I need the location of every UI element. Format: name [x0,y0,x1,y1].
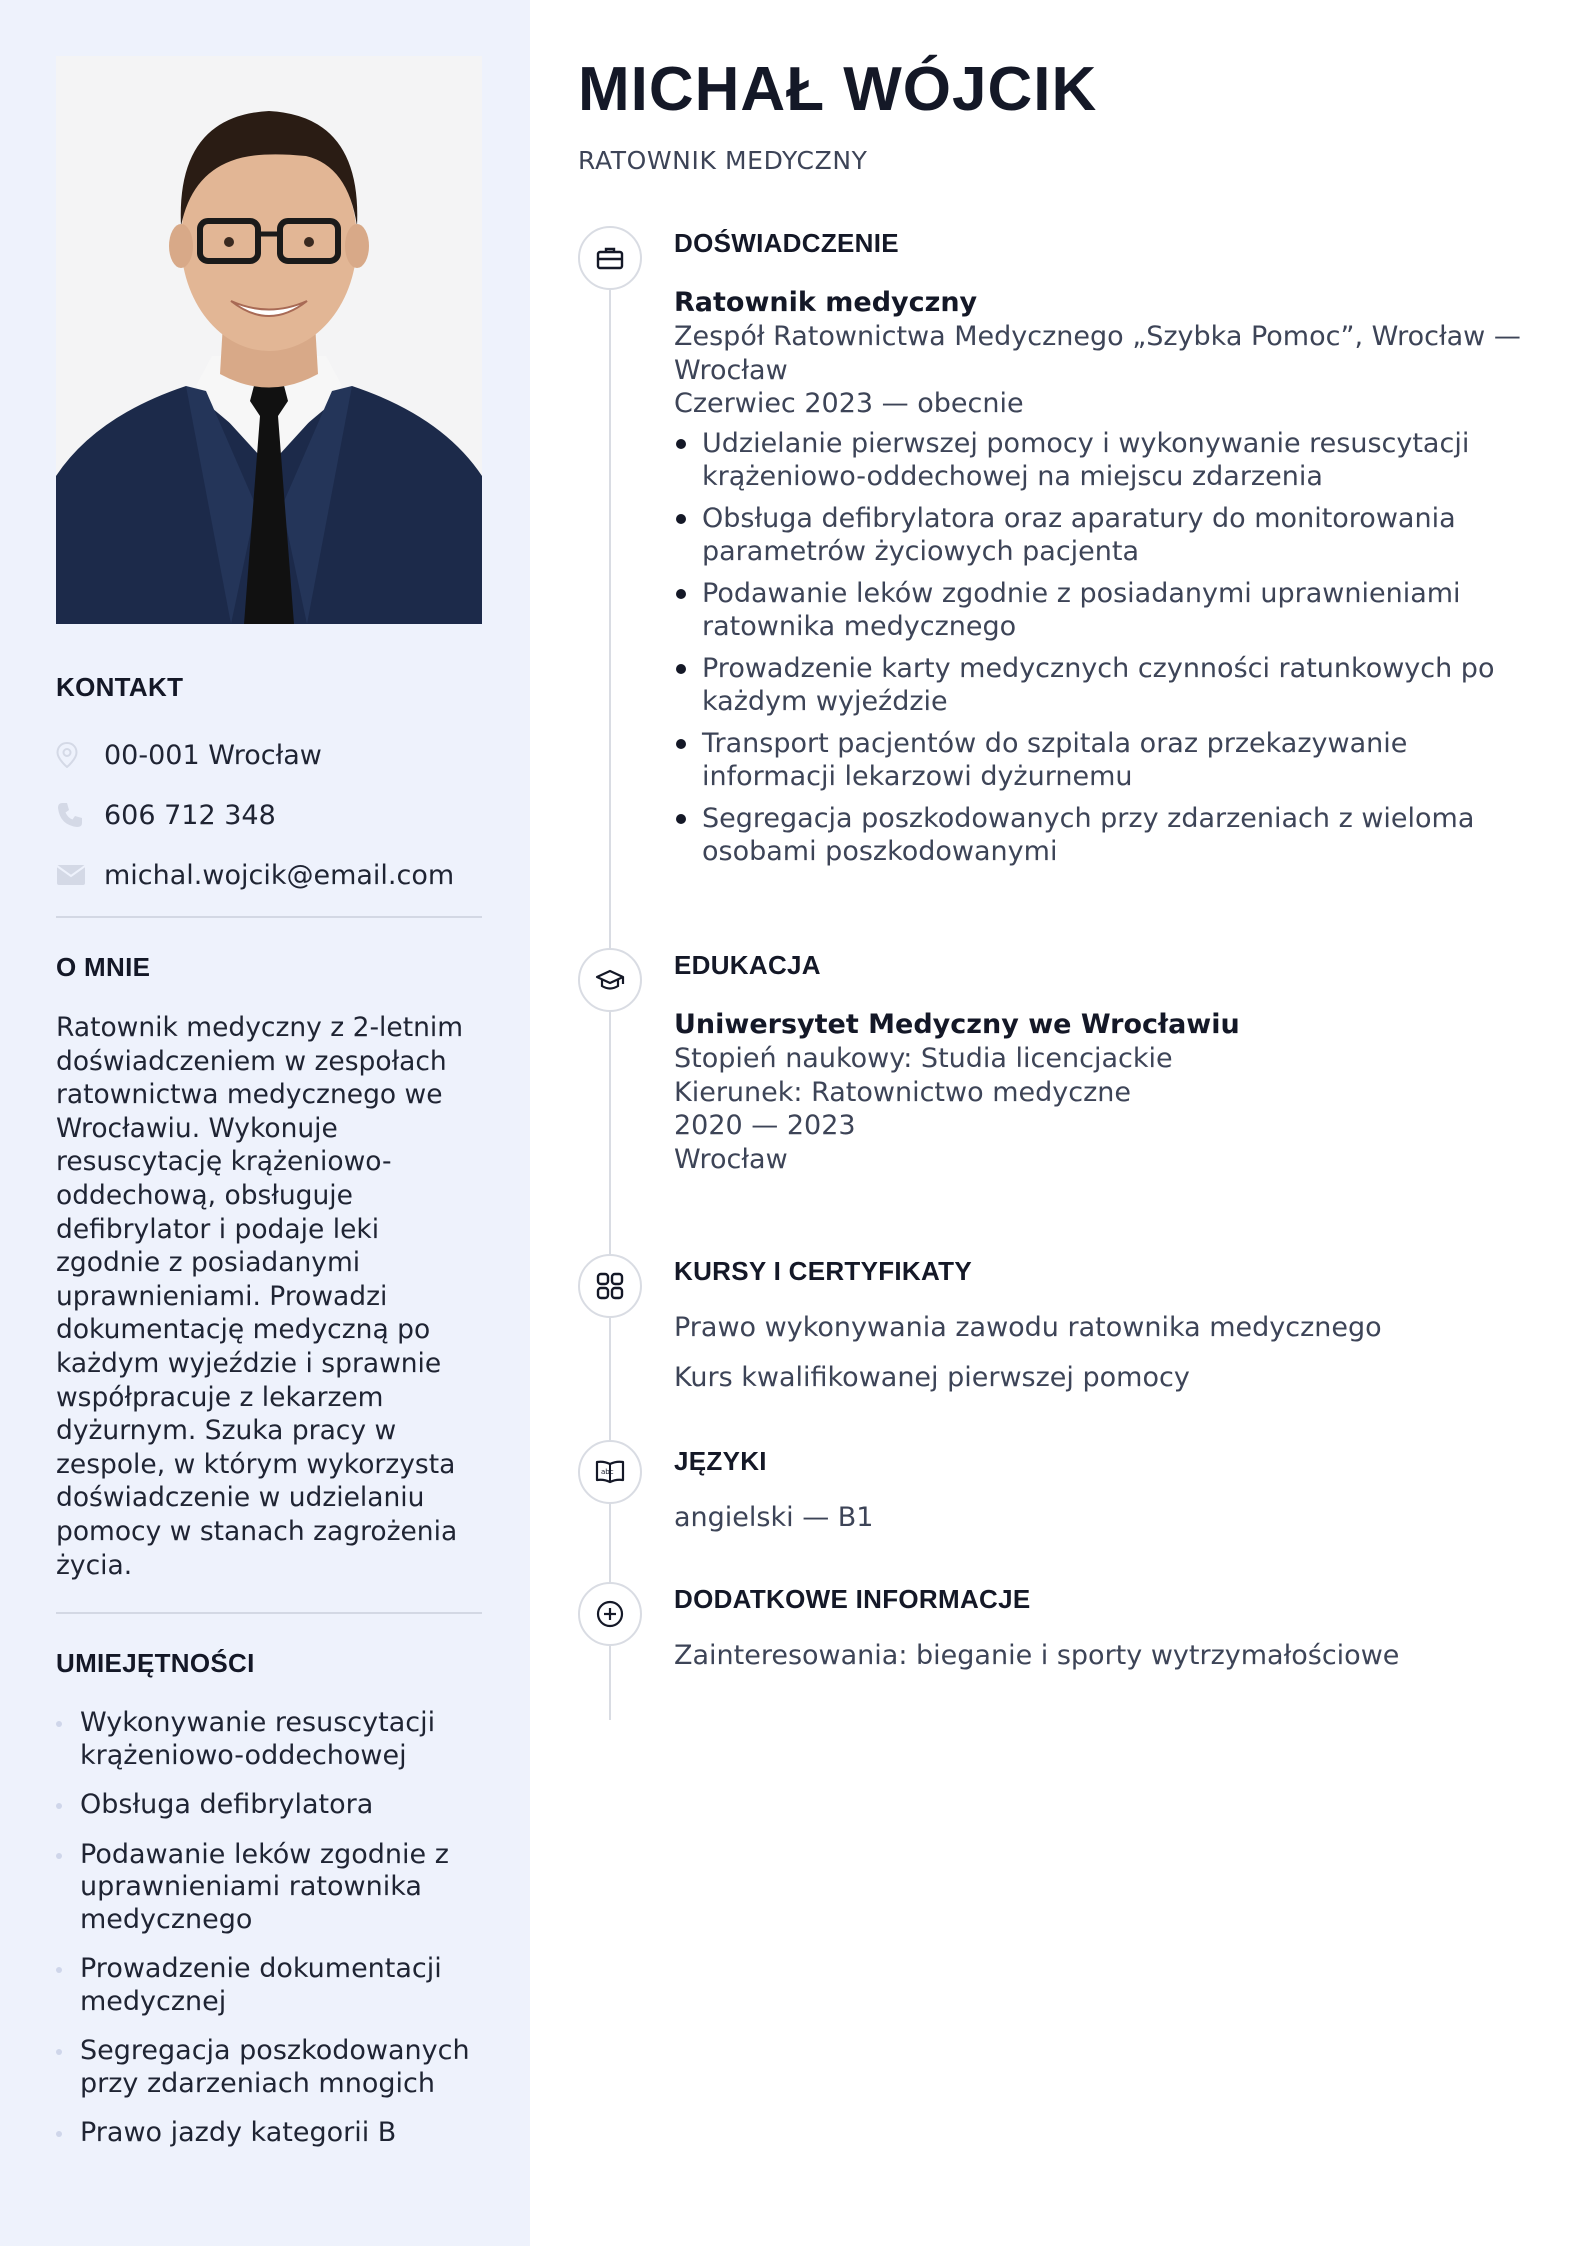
languages-heading: JĘZYKI [674,1446,767,1476]
courses-heading: KURSY I CERTYFIKATY [674,1256,972,1286]
plus-circle-icon [578,1582,642,1646]
additional-heading: DODATKOWE INFORMACJE [674,1584,1031,1614]
skill-item: Prowadzenie dokumentacji medycznej [56,1953,482,2018]
contact-address-text: 00-001 Wrocław [104,739,322,771]
duty-item: Podawanie leków zgodnie z posiadanymi uprawnieniami ratownika medycznego [674,577,1534,644]
profile-photo [56,56,482,624]
contact-phone[interactable] [56,785,482,845]
job-duties-list [674,427,1534,869]
courses-section [674,1256,1534,1395]
phone-icon [56,801,104,829]
about-section [56,952,482,1582]
skill-item: Wykonywanie resuscytacji krążeniowo-oddechowej [56,1707,482,1772]
duty-item: Segregacja poszkodowanych przy zdarzeniach z wieloma osobami poszkodowanymi [674,802,1534,869]
svg-text:abc: abc [601,1468,614,1476]
contact-heading: KONTAKT [56,672,184,702]
experience-section [674,228,1534,877]
sidebar-divider [56,1612,482,1614]
skill-item: Segregacja poszkodowanych przy zdarzeniach mnogich [56,2035,482,2100]
skills-list [56,1707,482,2150]
location-pin-icon [56,742,104,768]
sidebar-divider [56,916,482,918]
candidate-role: RATOWNIK MEDYCZNY [578,146,868,175]
job-title: Ratownik medyczny [674,287,978,318]
skills-section [56,1648,482,2167]
course-item: Prawo wykonywania zawodu ratownika medycznego [674,1312,1382,1343]
contact-email[interactable] [56,845,482,905]
additional-text: Zainteresowania: bieganie i sporty wytrzymałościowe [674,1640,1400,1671]
duty-item: Prowadzenie karty medycznych czynności ratunkowych po każdym wyjeździe [674,652,1534,719]
skills-heading: UMIEJĘTNOŚCI [56,1648,255,1678]
education-field: Kierunek: Ratownictwo medyczne [674,1076,1131,1108]
skill-item: Prawo jazdy kategorii B [56,2117,482,2150]
grid-icon [578,1254,642,1318]
education-period: 2020 — 2023 [674,1110,856,1141]
book-icon [578,1440,642,1504]
language-item: angielski — B1 [674,1502,874,1533]
duty-item: Udzielanie pierwszej pomocy i wykonywanie resuscytacji krążeniowo-oddechowej na miejscu zdarzenia [674,427,1534,494]
sidebar [0,0,530,2246]
additional-section [674,1584,1534,1673]
education-section [674,950,1534,1176]
contact-email-text: michal.wojcik@email.com [104,859,455,891]
skill-item: Podawanie leków zgodnie z uprawnieniami ratownika medycznego [56,1839,482,1937]
experience-heading: DOŚWIADCZENIE [674,228,899,258]
education-degree: Stopień naukowy: Studia licencjackie [674,1043,1173,1074]
briefcase-icon [578,226,642,290]
job-period: Czerwiec 2023 — obecnie [674,388,1024,419]
graduation-cap-icon [578,948,642,1012]
envelope-icon [56,864,104,886]
duty-item: Obsługa defibrylatora oraz aparatury do monitorowania parametrów życiowych pacjenta [674,502,1534,569]
languages-section [674,1446,1534,1535]
education-city: Wrocław [674,1143,788,1175]
education-heading: EDUKACJA [674,950,821,980]
school-name: Uniwersytet Medyczny we Wrocławiu [674,1009,1240,1040]
about-heading: O MNIE [56,952,151,982]
candidate-name: MICHAŁ WÓJCIK [578,55,1098,124]
contact-address [56,725,482,785]
course-item: Kurs kwalifikowanej pierwszej pomocy [674,1362,1190,1393]
skill-item: Obsługa defibrylatora [56,1789,482,1822]
job-company: Zespół Ratownictwa Medycznego „Szybka Pomoc”, Wrocław — Wrocław [674,321,1521,386]
about-text: Ratownik medyczny z 2-letnim doświadczeniem w zespołach ratownictwa medycznego we Wrocławiu. Wykonuje resuscytację krążeniowo-oddechową, obsługuje defibrylator i podaje leki zgodnie z posiadanymi uprawnieniami. Prowadzi dokumentację medyczną po każdym wyjeździe i sprawnie współpracuje z lekarzem dyżurnym. Szuka pracy w zespole, w którym wykorzysta doświadczenie w udzielaniu pomocy w stanach zagrożenia życia. [56,1012,464,1581]
duty-item: Transport pacjentów do szpitala oraz przekazywanie informacji lekarzowi dyżurnemu [674,727,1534,794]
contact-phone-text: 606 712 348 [104,799,276,831]
contact-section [56,672,482,905]
